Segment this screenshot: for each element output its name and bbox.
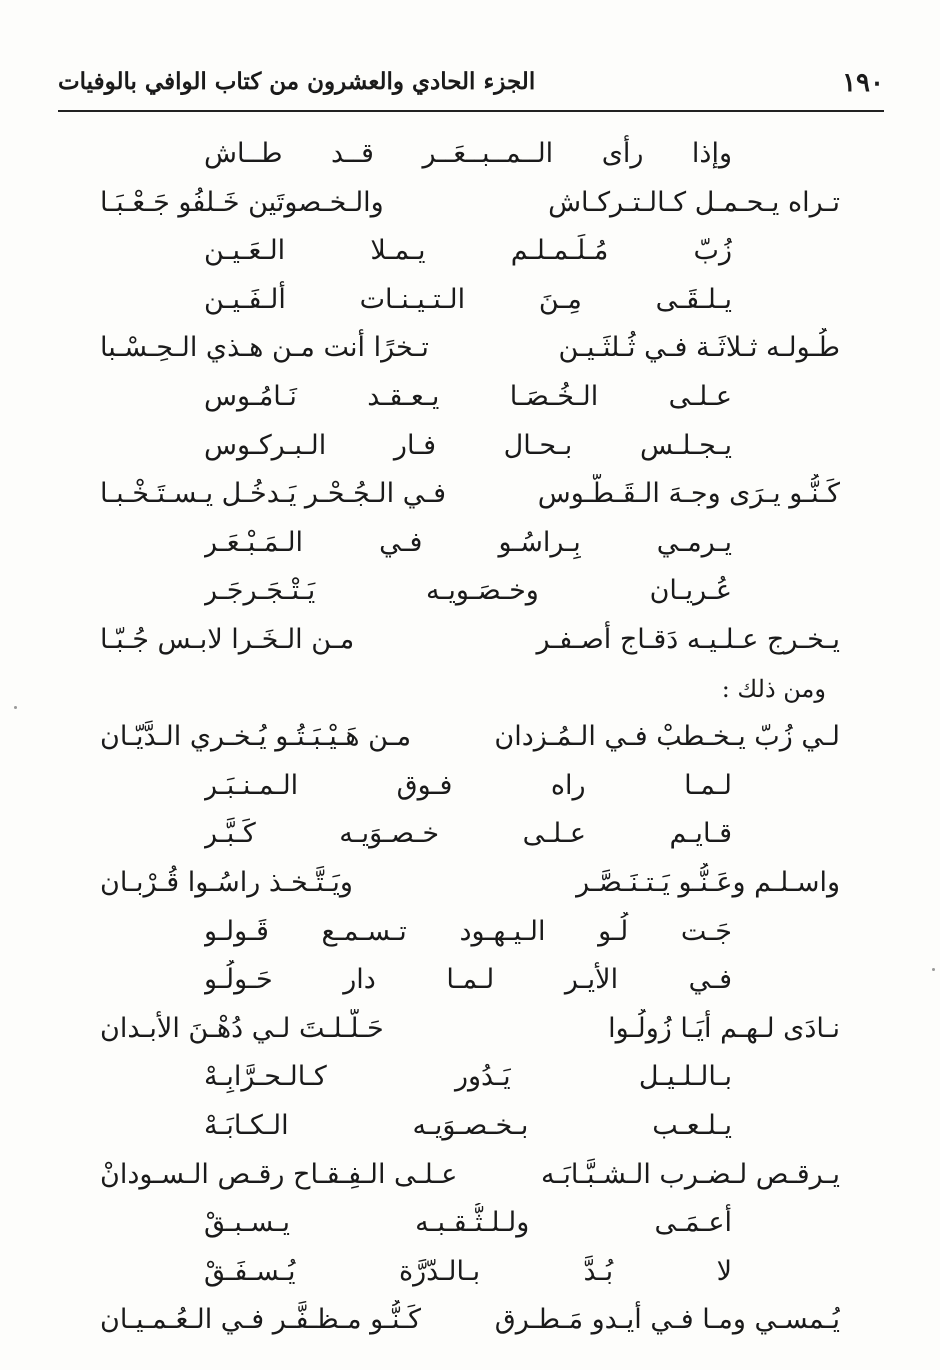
- verse-line: [204, 960, 732, 1000]
- verse-second-hemistich: كَـنُّـو مـظـفَّـر فـي الـعُـمـيـان: [100, 1304, 421, 1336]
- verse-second-hemistich: تـخرًا أنت مـن هـذي الـحِـسْـبا: [100, 332, 429, 364]
- verse-line: [100, 863, 840, 903]
- verse-text: عُـريـان وخـصَـويـه يَـتْـجَـرجَـر: [204, 575, 732, 607]
- verse-text: بـالـلـيـل يَـدُور كـالـحـرَّابِـهْ: [204, 1061, 732, 1093]
- verse-text: يـلـقَـى مِـنَ الـتـيـنـات ألـفَـيـن: [204, 283, 732, 315]
- section-label-text: ومن ذلك :: [721, 674, 826, 703]
- verse-line: [204, 1057, 732, 1097]
- verse-line: [204, 1252, 732, 1292]
- verse-first-hemistich: كَـنُّـو يـرَى وجـهَ الـقَـطُّـوس: [537, 478, 840, 510]
- verse-text: فـي الأيـر لـمـا دار حَـولُـو: [204, 964, 732, 996]
- verse-text: يـلـعـب بـخـصـوَيـه الـكـابَـهْ: [204, 1110, 732, 1141]
- verse-line: [204, 766, 732, 806]
- verse-text: يـجـلـس بـحـال فـار الـبـركـوس: [204, 429, 732, 461]
- verse-first-hemistich: يـرقـص لـضـرب الـشـبَّـابَـه: [541, 1158, 840, 1190]
- verse-second-hemistich: عـلـى الـفِـقـاح رقـص الـسـودانْ: [100, 1158, 458, 1190]
- scan-speck: [14, 706, 17, 709]
- verse-first-hemistich: تـراه يـحـمـل كـالـتـركـاش: [548, 186, 840, 218]
- verse-line: [204, 1106, 732, 1146]
- verse-line: [204, 377, 732, 417]
- verse-line: [100, 183, 840, 223]
- verse-line: [204, 912, 732, 952]
- verse-line: [204, 231, 732, 271]
- verse-line: [204, 280, 732, 320]
- verse-line: [100, 1009, 840, 1049]
- verse-first-hemistich: نـادَى لـهـم أيَـا زُولُـوا: [608, 1012, 840, 1044]
- verse-first-hemistich: طُـولـه ثـلاثَـة فـي ثُـلثَـيـن: [558, 332, 840, 364]
- verse-second-hemistich: فـي الـجُـحْـر يَـدخُـل يـسـتَـخْـبـا: [100, 478, 447, 510]
- verse-second-hemistich: ويَـتَّـخـذ راسُـوا قُـرْبـان: [100, 867, 353, 898]
- verse-first-hemistich: واسـلـم وعَـنُّـو يَـتـنَـصَّـر: [576, 867, 840, 898]
- verse-line: [100, 620, 840, 660]
- verse-line: [204, 571, 732, 611]
- scan-speck: [932, 968, 935, 971]
- verse-line: [100, 474, 840, 514]
- verse-text: أعـمَـى ولـلـثُّـقـبـه يـسـبـقْ: [204, 1207, 732, 1239]
- verse-line: [100, 328, 840, 368]
- header-rule: [58, 110, 884, 112]
- verse-text: عـلـى الـخُـصَـا يـعـقـد نَـامُـوس: [204, 381, 732, 412]
- section-label: [426, 669, 826, 709]
- verse-text: وإذا رأى الــمــبــعَــر قــد طــاش: [204, 138, 732, 169]
- verse-line: [100, 717, 840, 757]
- verse-second-hemistich: مـن الـخَـرا لابـس جُـبّـا: [100, 624, 355, 655]
- verse-text: يـرمـي بِـراسُـو فـي الـمَـبْـعَـر: [204, 526, 732, 558]
- verse-first-hemistich: لـي زُبّ يـخـطبْ فـي الـمُـزدان: [494, 721, 840, 753]
- verse-text: قـايـم عـلـى خـصـوَيـه كَـبَّـر: [204, 818, 732, 850]
- verse-text: زُبّ مُـلَـمـلـم يـمـلا الـعَـيـن: [204, 235, 732, 267]
- verse-line: [100, 1155, 840, 1195]
- verse-second-hemistich: والـخـصوتَين خَـلفُو جَـعْـبَـا: [100, 186, 384, 218]
- page-header: [58, 58, 884, 110]
- verse-second-hemistich: مـن هَـيْـبَـتُـو يُـخـري الـدَّيّـان: [100, 721, 412, 753]
- verse-line: [204, 134, 732, 174]
- verse-line: [204, 523, 732, 563]
- verse-line: [204, 1203, 732, 1243]
- verse-line: [204, 814, 732, 854]
- verse-text: لـمـا راه فـوق الـمـنـبَـر: [204, 769, 732, 801]
- page-number: ١٩٠: [842, 68, 884, 98]
- verse-first-hemistich: يُـمسـي ومـا فـي أيـدو مَـطـرق: [494, 1304, 840, 1336]
- verse-text: لا بُـدَّ بـالـدّرَّة يُـسـفَـقْ: [204, 1255, 732, 1287]
- running-head: الجزء الحادي والعشرون من كتاب الوافي بالوفيات: [58, 68, 536, 95]
- verse-second-hemistich: حَـلَّـلـتَ لـي دُهْـنَ الأبـدان: [100, 1012, 384, 1044]
- verse-line: [100, 1300, 840, 1340]
- verse-first-hemistich: يـخـرج عـلـيـه دَقـاج أصـفـر: [536, 624, 840, 655]
- verse-text: جَـت لُـو الـيـهـود تـسـمـع قَـولـو: [204, 915, 732, 947]
- verse-line: [204, 426, 732, 466]
